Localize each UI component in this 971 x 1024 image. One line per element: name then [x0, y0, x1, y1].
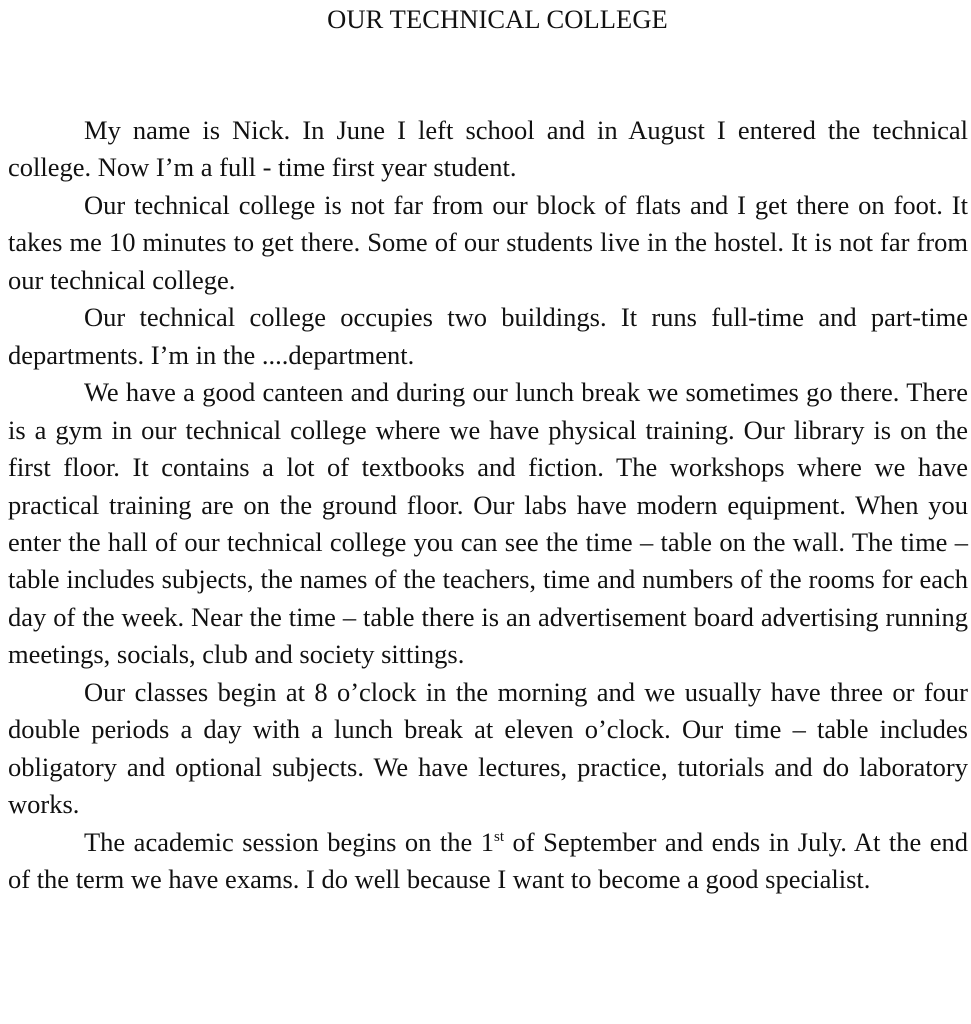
paragraph-academic-session — [8, 824, 968, 899]
session-text-after-ordinal: of September and ends in July. At the end of the term we have exams. I do well because I want to become a good specialist. — [8, 826, 968, 895]
paragraph-facilities: We have a good canteen and during our lunch break we sometimes go there. There is a gym in our technical college where we have physical training. Our library is on the first floor. It contains a lot of textbooks and fiction. The workshops where we have practical training are on the ground floor. Our labs have modern equipment. When you enter the hall of our technical college you can see the time – table on the wall. The time – table includes subjects, the names of the teachers, time and numbers of the rooms for each day of the week. Near the time – table there is an advertisement board advertising running meetings, socials, club and society sittings. — [8, 377, 968, 670]
paragraph-classes: Our classes begin at 8 o’clock in the morning and we usually have three or four double periods a day with a lunch break at eleven o’clock. Our time – table includes obligatory and optional subjects. We have lectures, practice, tutorials and do laboratory works. — [8, 676, 968, 820]
ordinal-suffix: st — [494, 828, 505, 845]
paragraph-buildings: Our technical college occupies two buildings. It runs full-time and part-time departments. I’m in the ....department. — [8, 302, 968, 370]
session-text-before-ordinal: The academic session begins on the 1 — [84, 826, 495, 857]
document-title: OUR TECHNICAL COLLEGE — [327, 4, 668, 34]
paragraph-intro: My name is Nick. In June I left school and in August I entered the technical college. Now I’m a full - time first year student. — [8, 115, 968, 183]
document-body — [8, 112, 968, 899]
paragraph-location: Our technical college is not far from our block of flats and I get there on foot. It takes me 10 minutes to get there. Some of our students live in the hostel. It is not far from our technical college. — [8, 189, 968, 295]
